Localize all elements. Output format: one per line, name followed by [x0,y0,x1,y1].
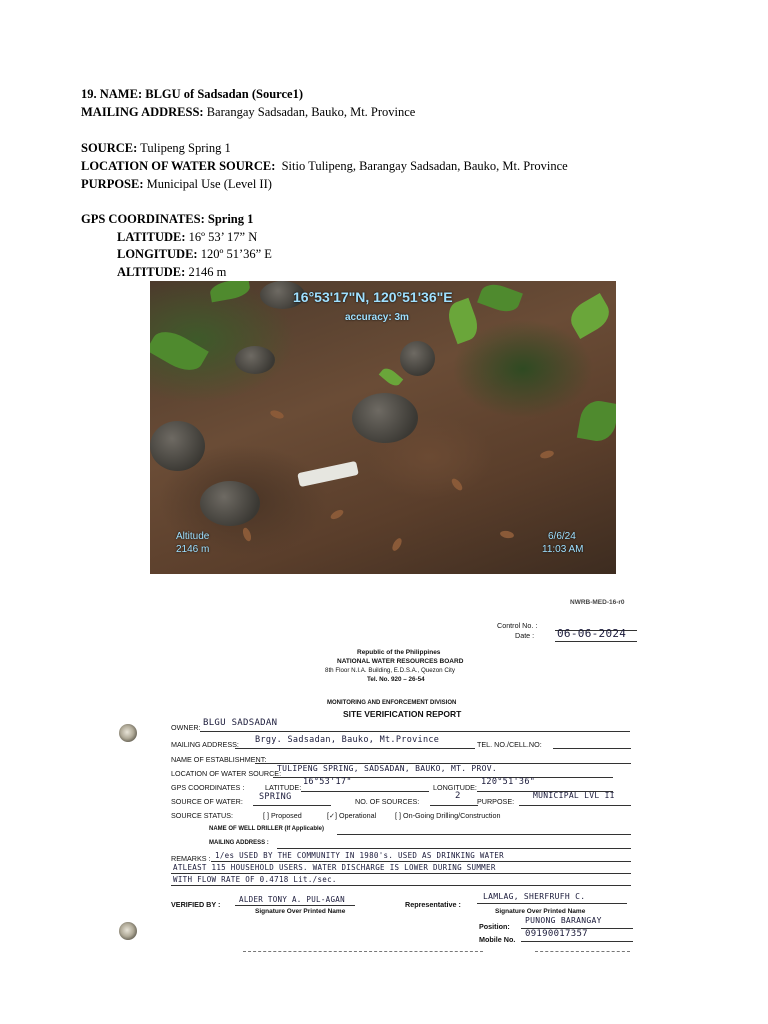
photo-altitude-value: 2146 m [176,544,210,555]
mailing-value: Brgy. Sadsadan, Bauko, Mt.Province [255,735,440,745]
report-title: SITE VERIFICATION REPORT [343,709,462,719]
leaf [565,293,615,339]
gps-longitude-label: LONGITUDE: [433,783,477,792]
purpose-label: PURPOSE: [477,797,515,806]
status-label: SOURCE STATUS: [171,811,234,820]
source-label: SOURCE: [81,141,138,155]
location-label: LOCATION OF WATER SOURCE: [171,769,282,778]
owner-value: BLGU SADSADAN [203,718,278,728]
source-name: 19. NAME: BLGU of Sadsadan (Source1) [81,87,304,101]
photo-time: 11:03 AM [542,544,584,555]
num-sources-value: 2 [455,791,461,801]
gps-heading: GPS COORDINATES: Spring 1 [81,212,254,226]
leaf [379,365,404,388]
purpose-value: MUNICIPAL LVL II [533,791,615,800]
representative-value: LAMLAG, SHERFRUFH C. [483,892,586,901]
photo-altitude-label: Altitude [176,531,210,542]
mobile-value: 09190017357 [525,929,588,939]
leaf [209,281,252,302]
photo-accuracy: accuracy: 3m [345,312,409,323]
source-line [253,805,331,806]
republic-text: Republic of the Philippines [357,649,441,656]
leaf [150,324,209,377]
dry-leaf [390,537,403,553]
rock [200,481,260,526]
board-tel: Tel. No. 920 – 26-54 [367,676,425,683]
owner-line [200,731,630,732]
leaf [477,281,523,316]
gps-label: GPS COORDINATES : [171,783,245,792]
remarks-label: REMARKS : [171,854,211,863]
source-value: Tulipeng Spring 1 [140,141,231,155]
mailing-address [81,104,415,121]
tel-label: TEL. NO./CELL.NO: [477,740,542,749]
verified-label: VERIFIED BY : [171,900,221,909]
mailing-label: MAILING ADDRESS: [171,740,239,749]
mailing-address-value: Barangay Sadsadan, Bauko, Mt. Province [206,105,416,119]
altitude [117,264,226,281]
dry-leaf [499,530,514,539]
altitude-value: 2146 m [188,265,227,279]
dry-leaf [269,409,285,420]
photo-date: 6/6/24 [548,531,576,542]
remarks-underline-3 [171,885,631,886]
mailing-address-label: MAILING ADDRESS: [81,105,204,119]
bottom-dashes [243,951,483,952]
remarks-line-1: 1/es USED BY THE COMMUNITY IN 1980's. USED AS DRINKING WATER [215,851,504,860]
division-text: MONITORING AND ENFORCEMENT DIVISION [327,700,457,706]
mobile-line [521,941,633,942]
tel-line [553,748,631,749]
verified-line [235,905,355,906]
spring-photo [150,281,616,574]
purpose-value: Municipal Use (Level II) [146,177,272,191]
remarks-line-3: WITH FLOW RATE OF 0.4718 Lit./sec. [173,875,337,884]
rock [150,421,205,471]
bottom-dashes [535,951,630,952]
leaf [577,398,616,444]
driller-mailing-label: MAILING ADDRESS : [209,840,269,846]
dry-leaf [539,449,554,459]
position-value: PUNONG BARANGAY [525,916,602,925]
dry-leaf [329,508,345,521]
num-sources-line [430,805,478,806]
latitude [117,229,257,246]
longitude-label: LONGITUDE: [117,247,198,261]
purpose-label: PURPOSE: [81,177,144,191]
date-value: 06-06-2024 [557,627,627,640]
dry-leaf [450,477,464,492]
rock [400,341,435,376]
location-value: TULIPENG SPRING, SADSADAN, BAUKO, MT. PROV. [277,764,498,773]
num-sources-label: NO. OF SOURCES: [355,797,420,806]
source-label: SOURCE OF WATER: [171,797,243,806]
rock [235,346,275,374]
control-no-label: Control No. : [497,621,538,630]
owner-label: OWNER: [171,723,201,732]
rock [352,393,418,443]
location-label: LOCATION OF WATER SOURCE: [81,159,276,173]
longitude-value: 120º 51’36” E [200,247,272,261]
driller-mailing-line [277,848,631,849]
status-ongoing: [ ] On-Going Drilling/Construction [395,811,501,820]
verified-value: ALDER TONY A. PUL-AGAN [239,895,345,904]
dry-leaf [241,527,252,543]
latitude-value: 16º 53’ 17” N [188,230,258,244]
representative-label: Representative : [405,900,461,909]
latitude-line [301,791,429,792]
purpose [81,176,272,193]
status-operational: [✓] Operational [327,811,377,820]
white-object [297,461,359,487]
verified-sig-label: Signature Over Printed Name [255,908,346,915]
photo-coordinates: 16°53'17"N, 120°51'36"E [293,289,453,305]
representative-line [477,903,627,904]
source-value: SPRING [259,792,292,802]
punch-hole [119,724,137,742]
establishment-label: NAME OF ESTABLISHMENT: [171,755,267,764]
position-label: Position: [479,922,510,931]
representative-sig-label: Signature Over Printed Name [495,908,586,915]
location-value: Sitio Tulipeng, Barangay Sadsadan, Bauko, Mt. Province [281,159,568,173]
location-of-water-source [81,158,568,175]
board-address: 8th Floor N.I.A. Building, E.D.S.A., Quezon City [325,667,455,674]
gps-latitude-value: 16°53'17" [303,777,352,787]
site-verification-form [105,589,665,954]
status-proposed: [ ] Proposed [263,811,302,820]
remarks-underline-1 [211,861,631,862]
driller-line [337,834,631,835]
driller-label: NAME OF WELL DRILLER (If Applicable) [209,826,324,832]
board-text: NATIONAL WATER RESOURCES BOARD [337,658,464,665]
date-line [555,641,637,642]
date-label: Date : [515,631,535,640]
altitude-label: ALTITUDE: [117,265,186,279]
gps-latitude-label: LATITUDE: [265,783,302,792]
form-code: NWRB-MED-16-r0 [570,599,625,606]
remarks-line-2: ATLEAST 115 HOUSEHOLD USERS. WATER DISCHARGE IS LOWER DURING SUMMER [173,863,496,872]
longitude [117,246,272,263]
punch-hole [119,922,137,940]
mailing-line [235,748,475,749]
gps-longitude-value: 120°51'36" [481,777,536,787]
source [81,140,231,157]
mobile-label: Mobile No. [479,935,516,944]
latitude-label: LATITUDE: [117,230,186,244]
purpose-line [519,805,631,806]
remarks-underline-2 [171,873,631,874]
